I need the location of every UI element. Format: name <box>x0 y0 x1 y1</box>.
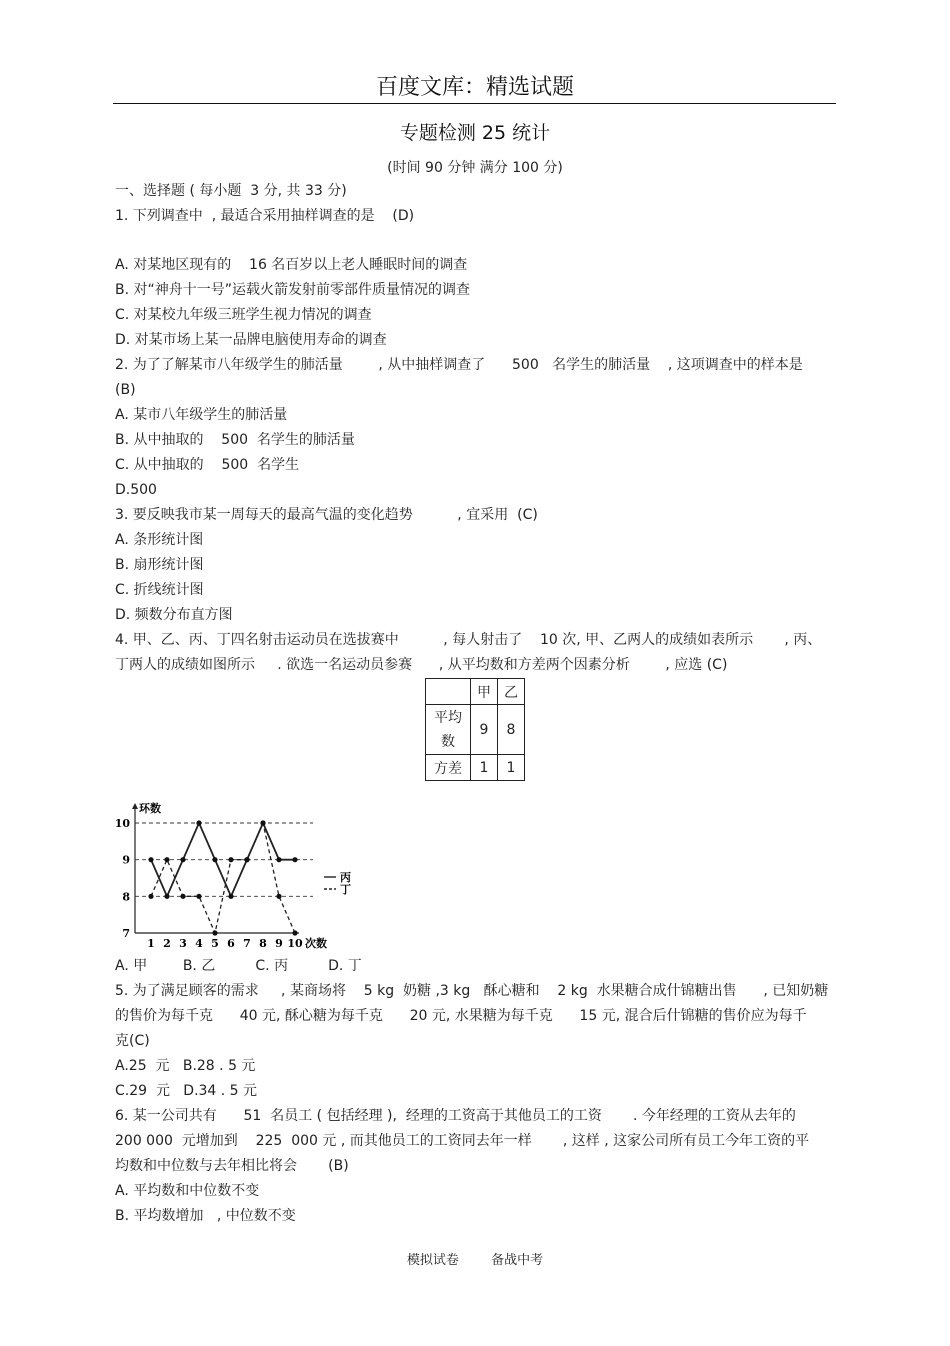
q3-option-a: A. 条形统计图 <box>115 532 204 548</box>
q2-option-b: B. 从中抽取的 500 名学生的肺活量 <box>115 432 355 448</box>
table-var-label: 方差 <box>426 755 471 781</box>
y-axis-arrow <box>132 803 138 809</box>
data-point <box>260 820 265 825</box>
data-point <box>276 857 281 862</box>
table-var-jia: 1 <box>471 755 498 781</box>
table-header-yi: 乙 <box>498 679 525 705</box>
q3-option-b: B. 扇形统计图 <box>115 557 204 573</box>
data-point <box>292 857 297 862</box>
legend-label: 丙 <box>340 871 351 884</box>
question-6-line3: 均数和中位数与去年相比将会 (B) <box>115 1158 349 1174</box>
question-5-line3: 克(C) <box>115 1033 150 1049</box>
data-point <box>244 857 249 862</box>
x-tick-label: 2 <box>163 937 171 950</box>
q3-option-c: C. 折线统计图 <box>115 582 204 598</box>
y-tick-label: 7 <box>122 927 130 940</box>
q2-option-d: D.500 <box>115 482 157 498</box>
footer <box>0 1249 950 1268</box>
header-rule <box>113 103 836 104</box>
q1-option-a: A. 对某地区现有的 16 名百岁以上老人睡眠时间的调查 <box>115 257 468 273</box>
question-5-line2: 的售价为每千克 40 元, 酥心糖为每千克 20 元, 水果糖为每千克 15 元, 混合后什锦糖的售价应为每千 <box>115 1008 807 1024</box>
footer-right: 备战中考 <box>491 1253 544 1268</box>
data-point <box>164 857 169 862</box>
data-point <box>196 820 201 825</box>
y-axis-label: 环数 <box>139 802 161 815</box>
table-mean-yi: 8 <box>498 705 525 755</box>
q2-answer: (B) <box>115 382 136 398</box>
q2-option-c: C. 从中抽取的 500 名学生 <box>115 457 300 473</box>
y-tick-label: 8 <box>122 890 130 904</box>
data-point <box>148 894 153 899</box>
question-1: 1. 下列调查中 , 最适合采用抽样调查的是 (D) <box>115 208 415 224</box>
q1-option-c: C. 对某校九年级三班学生视力情况的调查 <box>115 307 372 323</box>
q5-options-cd: C.29 元 D.34 . 5 元 <box>115 1083 258 1099</box>
data-point <box>164 894 169 899</box>
table-mean-jia: 9 <box>471 705 498 755</box>
line-chart <box>114 800 358 952</box>
data-point <box>180 857 185 862</box>
q2-option-a: A. 某市八年级学生的肺活量 <box>115 407 288 423</box>
data-point <box>228 857 233 862</box>
q3-option-d: D. 频数分布直方图 <box>115 607 233 623</box>
x-tick-label: 7 <box>243 937 251 950</box>
q6-option-b: B. 平均数增加 , 中位数不变 <box>115 1208 296 1224</box>
data-point <box>276 894 281 899</box>
x-tick-label: 10 <box>287 937 303 950</box>
data-point <box>228 894 233 899</box>
doc-subtitle: (时间 90 分钟 满分 100 分) <box>387 160 563 176</box>
question-6-line1: 6. 某一公司共有 51 名员工 ( 包括经理 ), 经理的工资高于其他员工的工资 . 今年经理的工资从去年的 <box>115 1108 796 1124</box>
question-6-line2: 200 000 元增加到 225 000 元 , 而其他员工的工资同去年一样 , 这样 , 这家公司所有员工今年工资的平 <box>115 1133 810 1149</box>
q4-options: A. 甲 B. 乙 C. 丙 D. 丁 <box>115 958 362 974</box>
data-point <box>292 930 297 935</box>
question-2: 2. 为了了解某市八年级学生的肺活量 , 从中抽样调查了 500 名学生的肺活量 , 这项调查中的样本是 <box>115 357 803 373</box>
data-point <box>148 857 153 862</box>
header-title: 百度文库：精选试题 <box>375 75 574 100</box>
footer-left: 模拟试卷 <box>406 1253 459 1268</box>
x-tick-label: 6 <box>227 937 235 950</box>
table-var-yi: 1 <box>498 755 525 781</box>
doc-title: 专题检测 25 统计 <box>399 122 551 144</box>
legend-label: 丁 <box>340 883 351 896</box>
q6-option-a: A. 平均数和中位数不变 <box>115 1183 260 1199</box>
data-point <box>196 894 201 899</box>
x-tick-label: 5 <box>211 937 219 950</box>
data-point <box>212 857 217 862</box>
y-tick-label: 10 <box>114 817 130 830</box>
question-4-line2: 丁两人的成绩如图所示 . 欲选一名运动员参赛 , 从平均数和方差两个因素分析 , 应选 (C) <box>115 657 728 673</box>
table-header-jia: 甲 <box>471 679 498 705</box>
table-mean-label: 平均 数 <box>426 705 471 755</box>
data-point <box>212 930 217 935</box>
q5-options-ab: A.25 元 B.28 . 5 元 <box>115 1058 256 1074</box>
data-point <box>180 894 185 899</box>
q1-option-d: D. 对某市场上某一品牌电脑使用寿命的调查 <box>115 332 387 348</box>
score-table <box>425 678 525 781</box>
x-tick-label: 3 <box>179 937 187 950</box>
x-tick-label: 4 <box>195 937 203 950</box>
y-tick-label: 9 <box>122 853 130 867</box>
question-3: 3. 要反映我市某一周每天的最高气温的变化趋势 , 宜采用 (C) <box>115 507 538 523</box>
q1-option-b: B. 对“神舟十一号”运载火箭发射前零部件质量情况的调查 <box>115 282 471 298</box>
table-corner <box>426 679 471 705</box>
x-axis-label: 次数 <box>305 937 327 950</box>
x-tick-label: 9 <box>275 937 283 950</box>
x-tick-label: 1 <box>147 937 155 950</box>
question-4-line1: 4. 甲、乙、丙、丁四名射击运动员在选拔赛中 , 每人射击了 10 次, 甲、乙两人的成绩如表所示 , 丙、 <box>115 632 822 648</box>
question-5-line1: 5. 为了满足顾客的需求 , 某商场将 5 kg 奶糖 ,3 kg 酥心糖和 2 kg 水果糖合成什锦糖出售 , 已知奶糖 <box>115 983 829 999</box>
section-heading: 一、选择题 ( 每小题 3 分, 共 33 分) <box>115 183 347 199</box>
x-tick-label: 8 <box>259 937 267 950</box>
